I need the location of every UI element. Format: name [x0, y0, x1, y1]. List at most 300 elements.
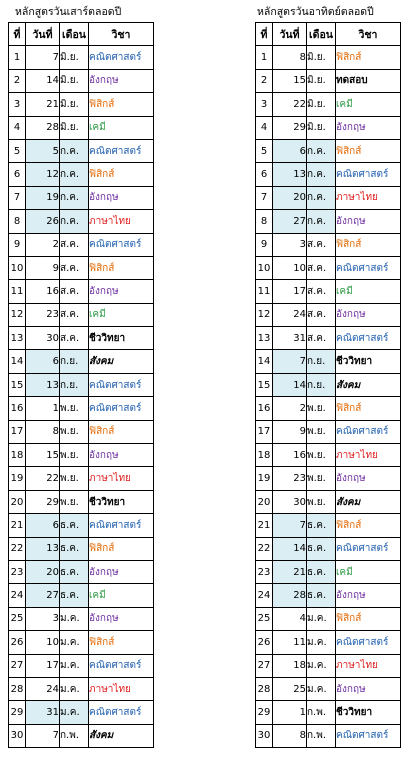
subject-cell: ฟิสิกส์	[89, 163, 154, 186]
table-row	[256, 444, 401, 467]
table-row	[256, 163, 401, 186]
subject-cell: อังกฤษ	[336, 467, 401, 490]
row-number-cell: 22	[9, 537, 26, 560]
subject-cell: อังกฤษ	[336, 677, 401, 700]
row-number-cell: 12	[256, 303, 273, 326]
saturday-schedule-table	[8, 22, 154, 748]
date-cell: 10	[26, 631, 60, 654]
table-row	[9, 233, 154, 256]
row-number-cell: 18	[256, 444, 273, 467]
col-header-subject: วิชา	[336, 23, 401, 46]
table-row	[256, 701, 401, 724]
table-row	[9, 490, 154, 513]
table-row	[256, 350, 401, 373]
date-cell: 3	[273, 233, 307, 256]
table-row	[256, 280, 401, 303]
row-number-cell: 24	[256, 584, 273, 607]
month-cell: ส.ค.	[307, 303, 336, 326]
subject-cell: อังกฤษ	[336, 210, 401, 233]
row-number-cell: 4	[256, 116, 273, 139]
row-number-cell: 4	[9, 116, 26, 139]
col-header-date: วันที่	[26, 23, 60, 46]
table-row	[256, 233, 401, 256]
row-number-cell: 25	[9, 607, 26, 630]
date-cell: 29	[26, 490, 60, 513]
subject-cell: คณิตศาสตร์	[89, 139, 154, 162]
subject-cell: ฟิสิกส์	[89, 420, 154, 443]
subject-cell: คณิตศาสตร์	[336, 537, 401, 560]
subject-cell: ภาษาไทย	[89, 677, 154, 700]
subject-cell: สังคม	[336, 373, 401, 396]
table-row	[9, 420, 154, 443]
row-number-cell: 18	[9, 444, 26, 467]
row-number-cell: 21	[9, 514, 26, 537]
date-cell: 14	[26, 69, 60, 92]
subject-cell: คณิตศาสตร์	[336, 256, 401, 279]
month-cell: ธ.ค.	[60, 584, 89, 607]
table-row	[9, 584, 154, 607]
table-row	[9, 607, 154, 630]
subject-cell: ฟิสิกส์	[336, 397, 401, 420]
table-row	[256, 46, 401, 69]
row-number-cell: 20	[9, 490, 26, 513]
row-number-cell: 6	[256, 163, 273, 186]
date-cell: 23	[26, 303, 60, 326]
row-number-cell: 8	[9, 210, 26, 233]
date-cell: 30	[26, 327, 60, 350]
date-cell: 11	[273, 631, 307, 654]
month-cell: ธ.ค.	[307, 537, 336, 560]
month-cell: ม.ค.	[60, 677, 89, 700]
row-number-cell: 28	[256, 677, 273, 700]
date-cell: 25	[273, 677, 307, 700]
subject-cell: เคมี	[336, 560, 401, 583]
subject-cell: ฟิสิกส์	[336, 233, 401, 256]
month-cell: ธ.ค.	[307, 584, 336, 607]
table-row	[9, 69, 154, 92]
month-cell: ก.ค.	[307, 186, 336, 209]
month-cell: พ.ย.	[60, 444, 89, 467]
month-cell: ก.พ.	[307, 724, 336, 747]
row-number-cell: 13	[9, 327, 26, 350]
date-cell: 24	[26, 677, 60, 700]
month-cell: พ.ย.	[60, 467, 89, 490]
subject-cell: เคมี	[336, 93, 401, 116]
month-cell: ส.ค.	[307, 256, 336, 279]
subject-cell: ภาษาไทย	[89, 210, 154, 233]
month-cell: มิ.ย.	[60, 69, 89, 92]
row-number-cell: 13	[256, 327, 273, 350]
subject-cell: ฟิสิกส์	[89, 537, 154, 560]
subject-cell: ฟิสิกส์	[336, 139, 401, 162]
row-number-cell: 30	[256, 724, 273, 747]
date-cell: 29	[273, 116, 307, 139]
row-number-cell: 17	[9, 420, 26, 443]
subject-cell: ทดสอบ	[336, 69, 401, 92]
row-number-cell: 27	[256, 654, 273, 677]
date-cell: 5	[26, 139, 60, 162]
table-row	[256, 560, 401, 583]
table-header-row	[9, 23, 154, 46]
table-row	[256, 256, 401, 279]
row-number-cell: 8	[256, 210, 273, 233]
subject-cell: เคมี	[89, 303, 154, 326]
date-cell: 17	[273, 280, 307, 303]
date-cell: 1	[26, 397, 60, 420]
row-number-cell: 1	[9, 46, 26, 69]
month-cell: ส.ค.	[307, 280, 336, 303]
month-cell: ก.ย.	[307, 373, 336, 396]
month-cell: ม.ค.	[307, 607, 336, 630]
col-header-no: ที่	[9, 23, 26, 46]
month-cell: ม.ค.	[60, 654, 89, 677]
subject-cell: เคมี	[89, 584, 154, 607]
saturday-schedule-title: หลักสูตรวันเสาร์ตลอดปี	[15, 6, 122, 18]
sunday-schedule-table	[255, 22, 401, 748]
month-cell: ธ.ค.	[307, 560, 336, 583]
month-cell: ม.ค.	[60, 701, 89, 724]
date-cell: 20	[273, 186, 307, 209]
row-number-cell: 19	[9, 467, 26, 490]
table-row	[9, 537, 154, 560]
row-number-cell: 10	[256, 256, 273, 279]
date-cell: 4	[273, 607, 307, 630]
table-row	[9, 186, 154, 209]
month-cell: ก.ย.	[60, 350, 89, 373]
row-number-cell: 1	[256, 46, 273, 69]
row-number-cell: 23	[256, 560, 273, 583]
subject-cell: คณิตศาสตร์	[336, 631, 401, 654]
table-row	[9, 397, 154, 420]
col-header-month: เดือน	[60, 23, 89, 46]
table-row	[256, 537, 401, 560]
table-row	[256, 186, 401, 209]
date-cell: 18	[273, 654, 307, 677]
row-number-cell: 2	[256, 69, 273, 92]
date-cell: 17	[26, 654, 60, 677]
row-number-cell: 12	[9, 303, 26, 326]
month-cell: ก.ค.	[60, 163, 89, 186]
date-cell: 27	[273, 210, 307, 233]
row-number-cell: 26	[256, 631, 273, 654]
subject-cell: เคมี	[336, 280, 401, 303]
date-cell: 10	[273, 256, 307, 279]
date-cell: 7	[273, 350, 307, 373]
subject-cell: อังกฤษ	[336, 303, 401, 326]
table-row	[9, 701, 154, 724]
subject-cell: เคมี	[89, 116, 154, 139]
date-cell: 9	[26, 256, 60, 279]
table-row	[256, 490, 401, 513]
month-cell: พ.ย.	[60, 397, 89, 420]
table-row	[256, 677, 401, 700]
month-cell: พ.ย.	[307, 444, 336, 467]
date-cell: 3	[26, 607, 60, 630]
subject-cell: ชีววิทยา	[336, 350, 401, 373]
month-cell: ก.ย.	[60, 373, 89, 396]
subject-cell: อังกฤษ	[89, 186, 154, 209]
date-cell: 9	[273, 420, 307, 443]
month-cell: ม.ค.	[307, 631, 336, 654]
subject-cell: อังกฤษ	[89, 607, 154, 630]
subject-cell: คณิตศาสตร์	[89, 397, 154, 420]
row-number-cell: 22	[256, 537, 273, 560]
date-cell: 2	[26, 233, 60, 256]
month-cell: ก.ย.	[307, 350, 336, 373]
month-cell: ก.ค.	[307, 139, 336, 162]
table-row	[9, 350, 154, 373]
month-cell: ก.ค.	[60, 210, 89, 233]
subject-cell: ฟิสิกส์	[336, 46, 401, 69]
row-number-cell: 19	[256, 467, 273, 490]
row-number-cell: 23	[9, 560, 26, 583]
col-header-month: เดือน	[307, 23, 336, 46]
month-cell: ธ.ค.	[60, 514, 89, 537]
col-header-subject: วิชา	[89, 23, 154, 46]
date-cell: 22	[273, 93, 307, 116]
date-cell: 6	[273, 139, 307, 162]
date-cell: 21	[26, 93, 60, 116]
table-row	[9, 373, 154, 396]
table-row	[256, 93, 401, 116]
row-number-cell: 20	[256, 490, 273, 513]
subject-cell: อังกฤษ	[89, 560, 154, 583]
date-cell: 26	[26, 210, 60, 233]
table-row	[9, 444, 154, 467]
date-cell: 28	[26, 116, 60, 139]
month-cell: ส.ค.	[307, 233, 336, 256]
row-number-cell: 29	[9, 701, 26, 724]
date-cell: 21	[273, 560, 307, 583]
table-row	[256, 373, 401, 396]
date-cell: 27	[26, 584, 60, 607]
month-cell: มิ.ย.	[307, 46, 336, 69]
table-row	[9, 163, 154, 186]
month-cell: ก.ค.	[60, 186, 89, 209]
month-cell: ส.ค.	[60, 280, 89, 303]
month-cell: พ.ย.	[307, 467, 336, 490]
month-cell: ก.ค.	[307, 163, 336, 186]
subject-cell: ฟิสิกส์	[336, 514, 401, 537]
subject-cell: ฟิสิกส์	[89, 631, 154, 654]
date-cell: 1	[273, 701, 307, 724]
subject-cell: ฟิสิกส์	[336, 607, 401, 630]
subject-cell: ชีววิทยา	[89, 327, 154, 350]
row-number-cell: 30	[9, 724, 26, 747]
col-header-no: ที่	[256, 23, 273, 46]
row-number-cell: 14	[256, 350, 273, 373]
month-cell: มิ.ย.	[307, 69, 336, 92]
table-row	[256, 69, 401, 92]
table-row	[9, 303, 154, 326]
table-row	[9, 210, 154, 233]
date-cell: 31	[26, 701, 60, 724]
date-cell: 2	[273, 397, 307, 420]
month-cell: พ.ย.	[307, 397, 336, 420]
date-cell: 31	[273, 327, 307, 350]
table-row	[9, 280, 154, 303]
date-cell: 19	[26, 186, 60, 209]
date-cell: 22	[26, 467, 60, 490]
row-number-cell: 10	[9, 256, 26, 279]
subject-cell: ภาษาไทย	[336, 186, 401, 209]
subject-cell: คณิตศาสตร์	[336, 163, 401, 186]
row-number-cell: 9	[256, 233, 273, 256]
table-row	[9, 256, 154, 279]
table-row	[9, 116, 154, 139]
subject-cell: ภาษาไทย	[89, 467, 154, 490]
table-row	[256, 139, 401, 162]
date-cell: 7	[26, 46, 60, 69]
date-cell: 14	[273, 537, 307, 560]
month-cell: มิ.ย.	[60, 93, 89, 116]
table-row	[256, 327, 401, 350]
date-cell: 7	[273, 514, 307, 537]
date-cell: 24	[273, 303, 307, 326]
date-cell: 13	[273, 163, 307, 186]
table-row	[256, 467, 401, 490]
date-cell: 13	[26, 373, 60, 396]
subject-cell: คณิตศาสตร์	[336, 327, 401, 350]
table-row	[9, 677, 154, 700]
month-cell: ส.ค.	[60, 256, 89, 279]
table-row	[256, 303, 401, 326]
table-row	[9, 654, 154, 677]
row-number-cell: 5	[256, 139, 273, 162]
table-row	[9, 560, 154, 583]
month-cell: ธ.ค.	[307, 514, 336, 537]
table-row	[9, 327, 154, 350]
subject-cell: คณิตศาสตร์	[336, 420, 401, 443]
subject-cell: ชีววิทยา	[89, 490, 154, 513]
row-number-cell: 17	[256, 420, 273, 443]
row-number-cell: 27	[9, 654, 26, 677]
row-number-cell: 29	[256, 701, 273, 724]
date-cell: 8	[273, 724, 307, 747]
date-cell: 12	[26, 163, 60, 186]
date-cell: 28	[273, 584, 307, 607]
row-number-cell: 15	[256, 373, 273, 396]
subject-cell: อังกฤษ	[89, 280, 154, 303]
date-cell: 30	[273, 490, 307, 513]
subject-cell: ภาษาไทย	[336, 654, 401, 677]
table-row	[9, 46, 154, 69]
date-cell: 6	[26, 350, 60, 373]
date-cell: 15	[273, 69, 307, 92]
subject-cell: คณิตศาสตร์	[336, 724, 401, 747]
row-number-cell: 21	[256, 514, 273, 537]
row-number-cell: 24	[9, 584, 26, 607]
row-number-cell: 14	[9, 350, 26, 373]
row-number-cell: 6	[9, 163, 26, 186]
date-cell: 13	[26, 537, 60, 560]
subject-cell: ฟิสิกส์	[89, 93, 154, 116]
subject-cell: คณิตศาสตร์	[89, 514, 154, 537]
month-cell: ม.ค.	[307, 677, 336, 700]
subject-cell: อังกฤษ	[89, 69, 154, 92]
table-row	[9, 93, 154, 116]
date-cell: 6	[26, 514, 60, 537]
date-cell: 8	[273, 46, 307, 69]
month-cell: ส.ค.	[60, 327, 89, 350]
table-row	[256, 631, 401, 654]
table-row	[256, 397, 401, 420]
date-cell: 14	[273, 373, 307, 396]
month-cell: ก.พ.	[60, 724, 89, 747]
month-cell: มิ.ย.	[60, 116, 89, 139]
date-cell: 8	[26, 420, 60, 443]
subject-cell: คณิตศาสตร์	[89, 233, 154, 256]
subject-cell: คณิตศาสตร์	[89, 373, 154, 396]
month-cell: พ.ย.	[307, 420, 336, 443]
table-row	[256, 116, 401, 139]
month-cell: ม.ค.	[60, 607, 89, 630]
month-cell: ม.ค.	[60, 631, 89, 654]
date-cell: 7	[26, 724, 60, 747]
month-cell: ส.ค.	[60, 233, 89, 256]
sunday-schedule-title: หลักสูตรวันอาทิตย์ตลอดปี	[257, 6, 374, 18]
month-cell: มิ.ย.	[60, 46, 89, 69]
month-cell: พ.ย.	[60, 420, 89, 443]
table-row	[256, 514, 401, 537]
table-row	[9, 724, 154, 747]
row-number-cell: 3	[256, 93, 273, 116]
table-row	[256, 584, 401, 607]
row-number-cell: 2	[9, 69, 26, 92]
row-number-cell: 16	[9, 397, 26, 420]
subject-cell: อังกฤษ	[336, 584, 401, 607]
row-number-cell: 28	[9, 677, 26, 700]
subject-cell: คณิตศาสตร์	[89, 46, 154, 69]
subject-cell: ฟิสิกส์	[89, 256, 154, 279]
table-row	[256, 420, 401, 443]
table-row	[9, 631, 154, 654]
row-number-cell: 15	[9, 373, 26, 396]
month-cell: ส.ค.	[307, 327, 336, 350]
month-cell: ก.พ.	[307, 701, 336, 724]
date-cell: 20	[26, 560, 60, 583]
month-cell: ธ.ค.	[60, 537, 89, 560]
table-header-row	[256, 23, 401, 46]
subject-cell: คณิตศาสตร์	[89, 654, 154, 677]
date-cell: 15	[26, 444, 60, 467]
table-row	[256, 607, 401, 630]
table-row	[9, 514, 154, 537]
subject-cell: สังคม	[89, 350, 154, 373]
row-number-cell: 16	[256, 397, 273, 420]
month-cell: ธ.ค.	[60, 560, 89, 583]
table-row	[256, 654, 401, 677]
month-cell: ก.ค.	[60, 139, 89, 162]
month-cell: พ.ย.	[307, 490, 336, 513]
row-number-cell: 26	[9, 631, 26, 654]
subject-cell: ชีววิทยา	[336, 701, 401, 724]
date-cell: 16	[26, 280, 60, 303]
month-cell: พ.ย.	[60, 490, 89, 513]
col-header-date: วันที่	[273, 23, 307, 46]
subject-cell: คณิตศาสตร์	[89, 701, 154, 724]
month-cell: ก.ค.	[307, 210, 336, 233]
subject-cell: อังกฤษ	[336, 116, 401, 139]
month-cell: มิ.ย.	[307, 93, 336, 116]
table-row	[256, 724, 401, 747]
table-row	[9, 467, 154, 490]
subject-cell: สังคม	[89, 724, 154, 747]
row-number-cell: 9	[9, 233, 26, 256]
row-number-cell: 7	[256, 186, 273, 209]
month-cell: ส.ค.	[60, 303, 89, 326]
row-number-cell: 3	[9, 93, 26, 116]
